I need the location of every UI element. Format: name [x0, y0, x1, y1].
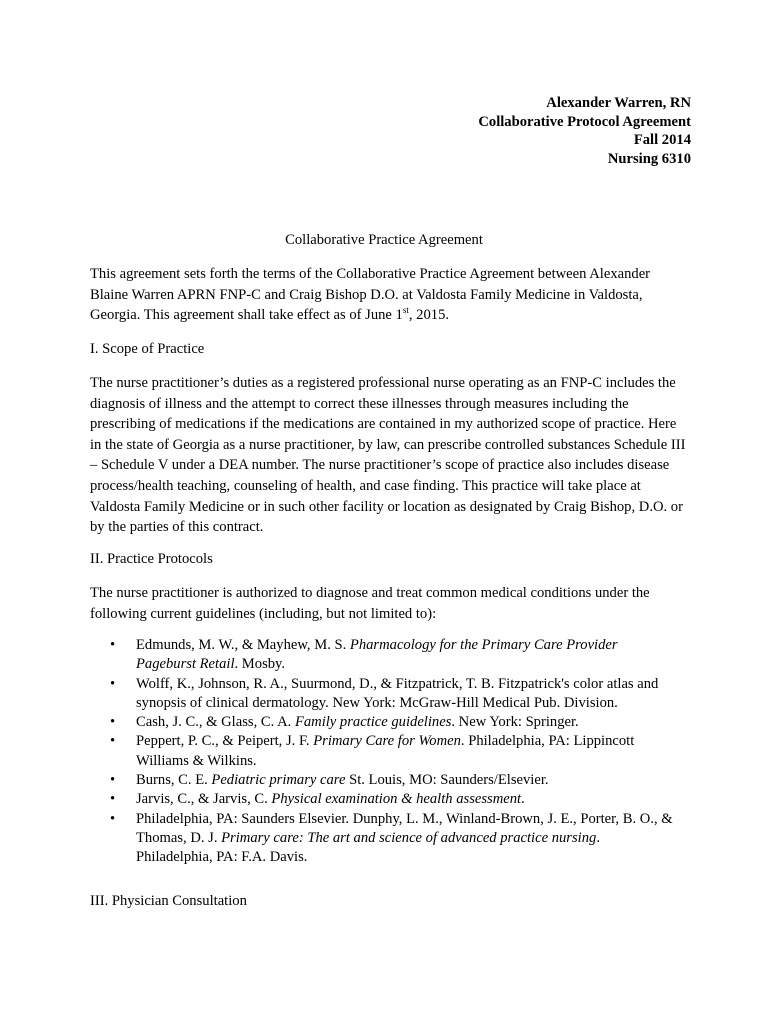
reference-title: Pediatric primary care [211, 772, 346, 789]
intro-paragraph [90, 264, 690, 326]
bullet-icon: • [110, 733, 116, 750]
list-item [90, 713, 680, 732]
list-item [90, 771, 680, 790]
section-heading-consultation: III. Physician Consultation [90, 893, 247, 909]
reference-title: Primary care: The art and science of advanced practice nursing [221, 829, 597, 846]
document-title: Collaborative Practice Agreement [285, 232, 483, 248]
reference-text: Wolff, K., Johnson, R. A., Suurmond, D., & Fitzpatrick, T. B. Fitzpatrick's color atlas and synopsis of clinical dermatology. New York: McGraw-Hill Medical Pub. Division. [136, 675, 659, 711]
reference-title: Pharmacology for the Primary Care Provider Pageburst Retail [136, 637, 618, 673]
reference-publisher: . [521, 791, 525, 808]
bullet-icon: • [110, 772, 116, 789]
reference-title: Primary Care for Women [313, 733, 461, 750]
list-item [90, 810, 680, 868]
section-heading-scope: I. Scope of Practice [90, 341, 205, 357]
scope-paragraph: The nurse practitioner’s duties as a registered professional nurse operating as an FNP-C includes the diagnosis of illness and the attempt to correct these illnesses through measures including the prescribing of medications if the medications are contained in my authorized scope of practice. Here in the state of Georgia as a nurse practitioner, by law, can prescribe controlled substances Schedule III – Schedule V under a DEA number. The nurse practitioner’s scope of practice also includes disease process/health teaching, counseling of health, and case finding. This practice will take place at Valdosta Family Medicine or in such other facility or location as designated by Craig Bishop, D.O. or by the parties of this contract. [90, 375, 686, 536]
section-heading-protocols: II. Practice Protocols [90, 551, 213, 567]
term: Fall 2014 [633, 132, 691, 148]
bullet-icon: • [110, 637, 116, 653]
reference-text: Edmunds, M. W., & Mayhew, M. S. [136, 637, 350, 653]
reference-publisher: . Philadelphia, PA: Lippincott Williams & Wilkins. [136, 733, 635, 769]
reference-text: Burns, C. E. [136, 772, 212, 789]
reference-title: Physical examination & health assessment [271, 791, 522, 808]
protocols-paragraph: The nurse practitioner is authorized to diagnose and treat common medical conditions under the following current guidelines (including, but not limited to): [90, 585, 650, 622]
reference-text: Philadelphia, PA: Saunders Elsevier. Dunphy, L. M., Winland-Brown, J. E., Porter, B. O., & Thomas, D. J. [136, 810, 673, 846]
reference-text: Peppert, P. C., & Peipert, J. F. [136, 733, 314, 750]
list-item [90, 732, 680, 771]
course-title: Collaborative Protocol Agreement [478, 113, 691, 130]
reference-publisher: . Mosby. [234, 656, 286, 673]
reference-publisher: . Philadelphia, PA: F.A. Davis. [136, 829, 600, 866]
list-item [90, 636, 680, 675]
reference-publisher: St. Louis, MO: Saunders/Elsevier. [345, 772, 549, 789]
intro-superscript: st [402, 305, 409, 316]
author-name: Alexander Warren, RN [546, 95, 691, 111]
intro-text-end: , 2015. [408, 307, 450, 324]
list-item [90, 675, 680, 714]
reference-list [90, 636, 680, 868]
reference-title: Family practice guidelines [294, 714, 452, 731]
bullet-icon: • [110, 714, 116, 731]
bullet-icon: • [110, 675, 116, 692]
course-number: Nursing 6310 [607, 150, 691, 167]
list-item [90, 790, 680, 809]
author-header [478, 94, 691, 168]
reference-text: Cash, J. C., & Glass, C. A. [136, 714, 295, 731]
reference-text: Jarvis, C., & Jarvis, C. [136, 791, 272, 808]
reference-publisher: . New York: Springer. [451, 714, 579, 731]
intro-text: This agreement sets forth the terms of the Collaborative Practice Agreement between Alexander Blaine Warren APRN FNP-C and Craig Bishop D.O. at Valdosta Family Medicine in Valdosta, Georgia. This agreement shall take effect as of June 1 [90, 266, 651, 324]
bullet-icon: • [110, 791, 116, 808]
bullet-icon: • [110, 810, 116, 827]
